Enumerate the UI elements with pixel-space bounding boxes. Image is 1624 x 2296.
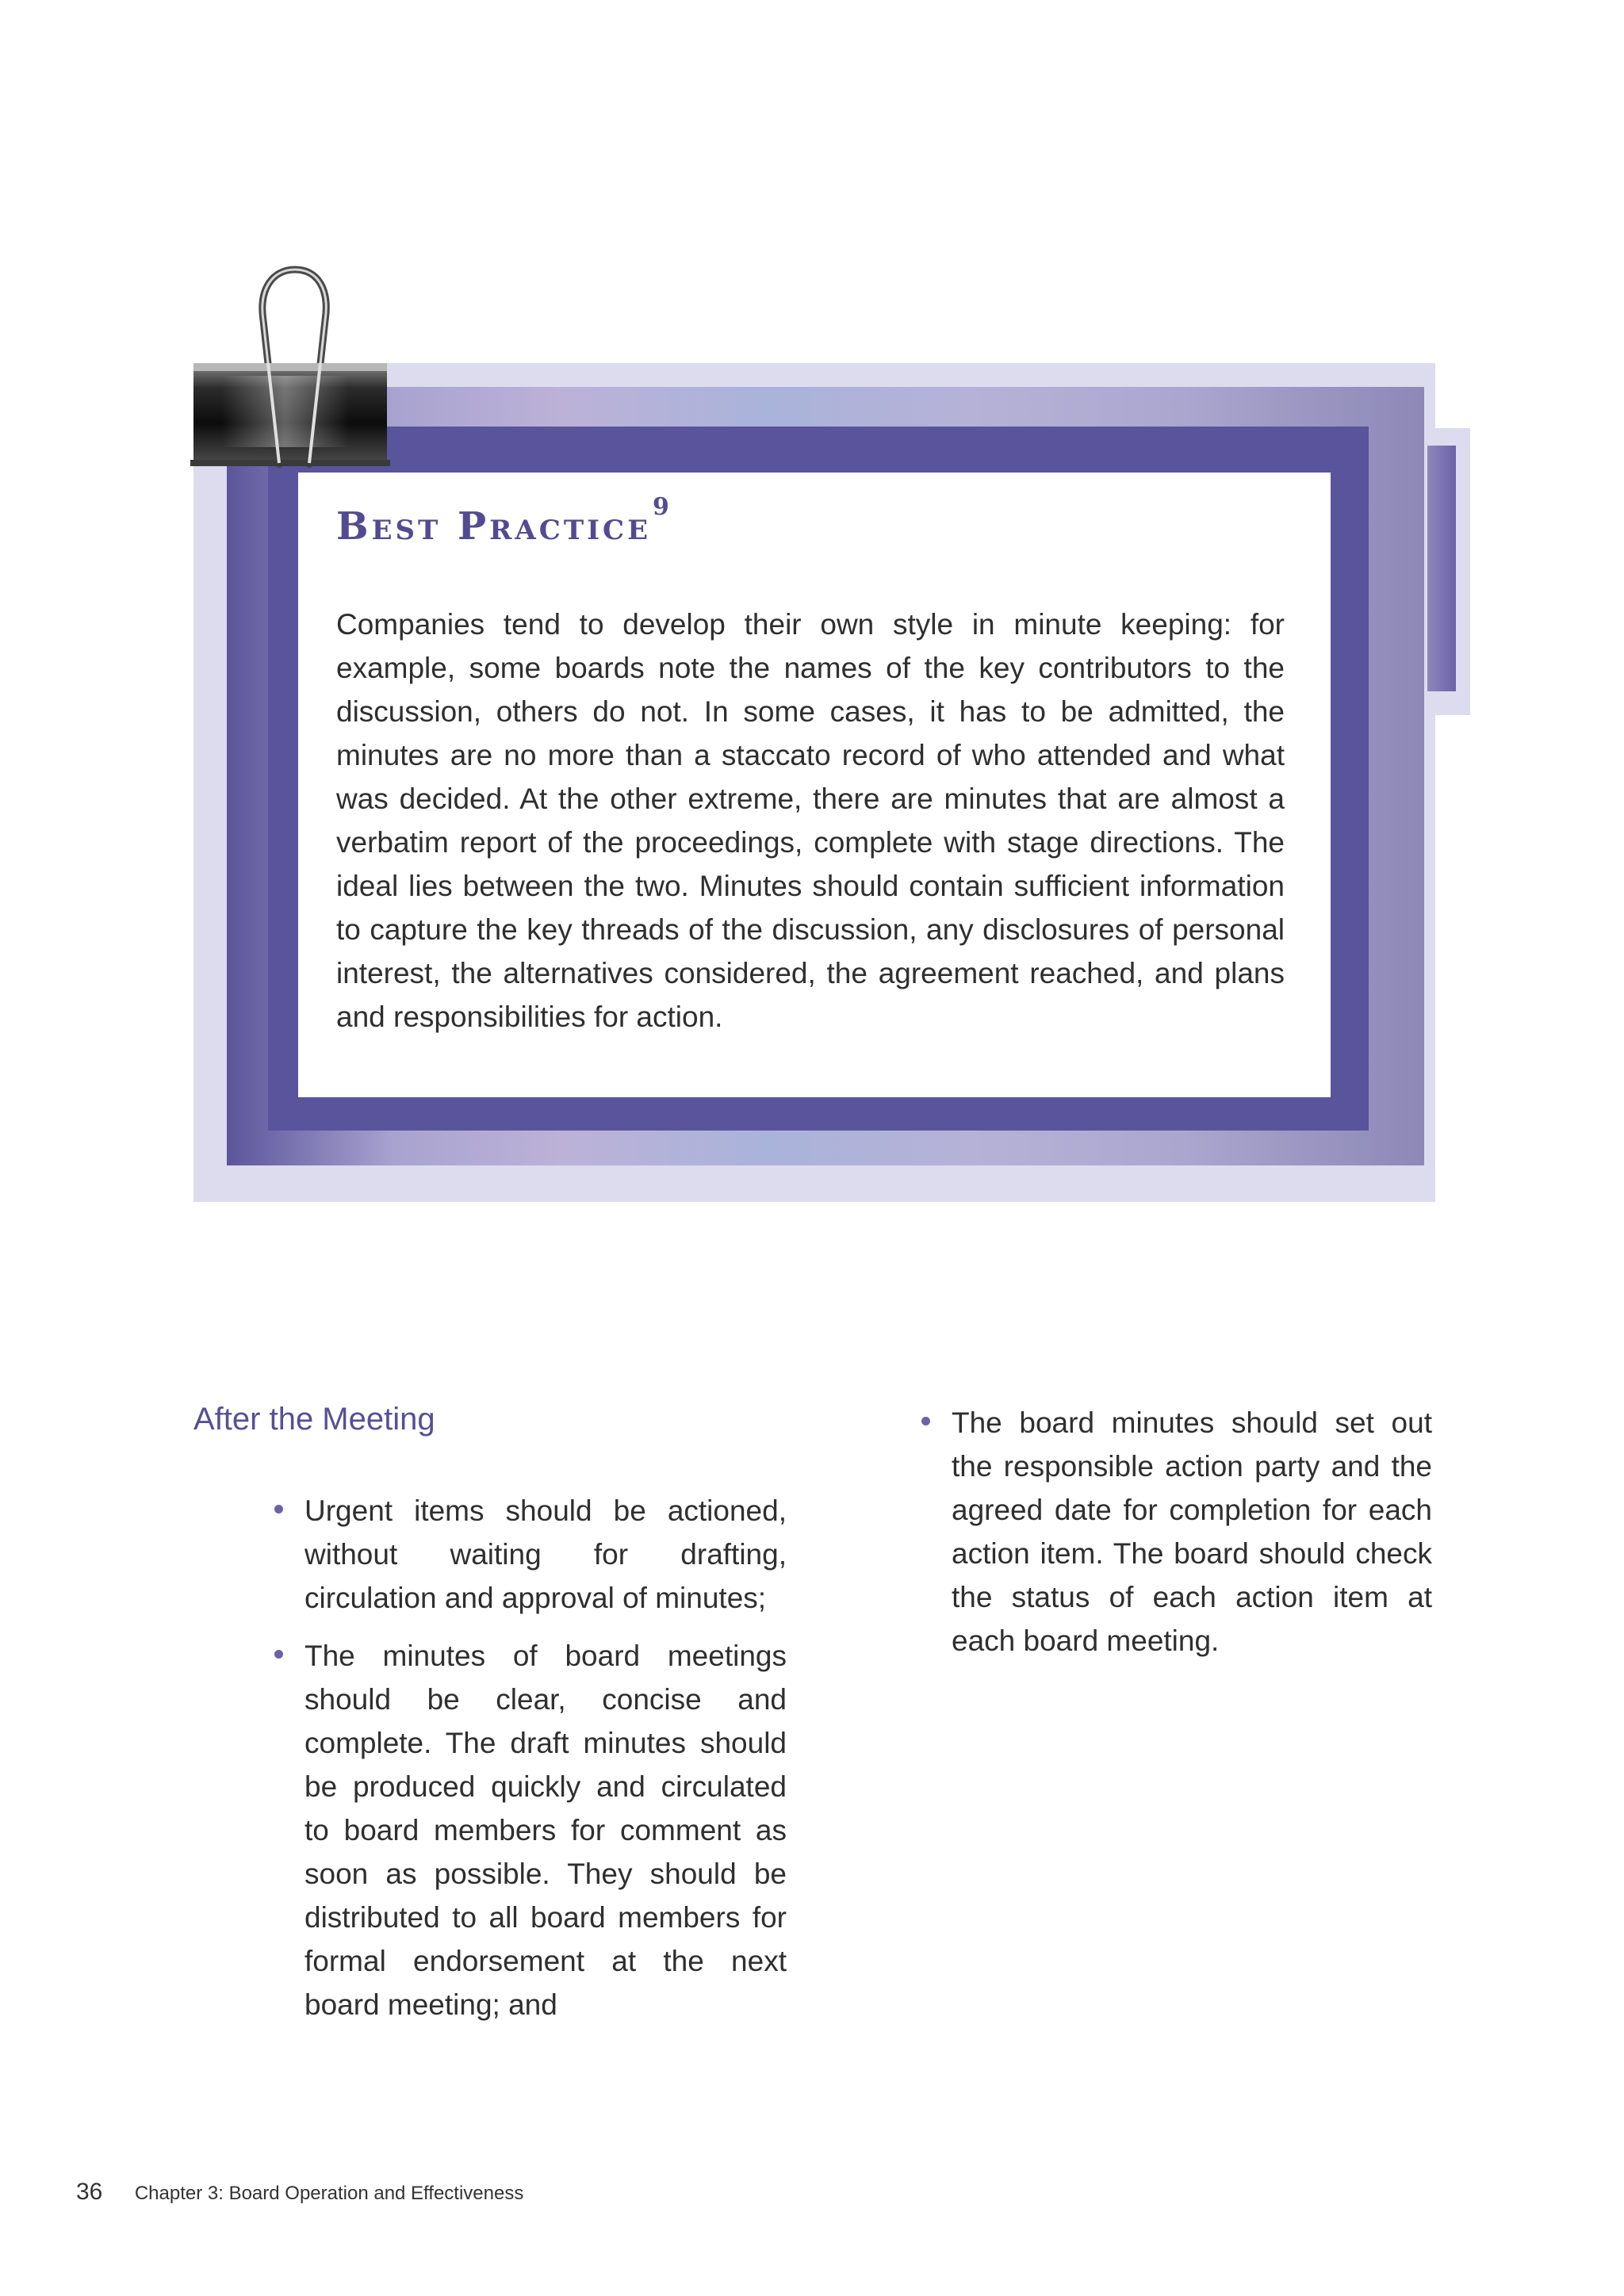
section-heading: After the Meeting <box>193 1402 435 1437</box>
best-practice-title <box>336 493 672 549</box>
list-item <box>304 1634 787 2026</box>
bullet-icon <box>274 1650 283 1659</box>
footnote-marker: 9 <box>653 493 672 521</box>
list-item <box>952 1401 1432 1663</box>
bullet-icon <box>921 1417 930 1425</box>
best-practice-title-text: Best Practice <box>336 504 652 549</box>
list-item-text: The board minutes should set out the responsible action party and the agreed date for completion for each action item. The board should check the status of each action item at each board meeting. <box>952 1406 1432 1657</box>
page-number: 36 <box>76 2179 103 2205</box>
list-item-text: Urgent items should be actioned, without waiting for drafting, circulation and approval of minutes; <box>304 1494 787 1614</box>
page-footer <box>76 2179 523 2206</box>
bullet-list-left <box>304 1489 787 2041</box>
list-item <box>304 1489 787 1620</box>
chapter-title: Chapter 3: Board Operation and Effectiveness <box>134 2183 524 2204</box>
best-practice-side-tab-inner <box>1427 446 1456 691</box>
bullet-list-right <box>952 1401 1432 1677</box>
best-practice-body: Companies tend to develop their own style in minute keeping: for example, some boards note the names of the key contributors to the discussion, others do not. In some cases, it has to be admitted, the minutes are no more than a staccato record of who attended and what was decided. At the other extreme, there are minutes that are almost a verbatim report of the proceedings, complete with stage directions. The ideal lies between the two. Minutes should contain sufficient information to capture the key threads of the discussion, any disclosures of personal interest, the alternatives considered, the agreement reached, and plans and responsibilities for action. <box>336 608 1285 1033</box>
binder-clip-icon <box>190 265 396 479</box>
bullet-icon <box>274 1505 283 1513</box>
list-item-text: The minutes of board meetings should be clear, concise and complete. The draft minutes should be produced quickly and circulated to board members for comment as soon as possible. They should be distributed to all board members for formal endorsement at the next board meeting; and <box>304 1640 787 2021</box>
